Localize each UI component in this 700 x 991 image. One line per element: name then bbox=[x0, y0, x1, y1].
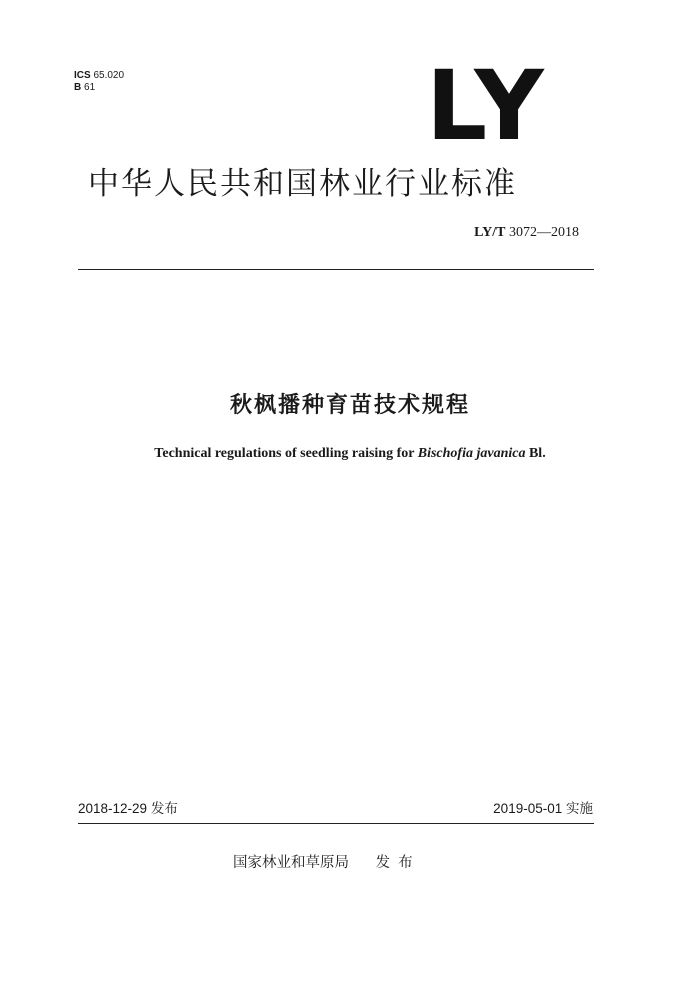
standard-number bbox=[474, 224, 579, 242]
standard-number-value: 3072—2018 bbox=[509, 225, 579, 240]
classification-codes bbox=[74, 70, 124, 94]
document-english-title bbox=[0, 444, 700, 464]
issue-date bbox=[78, 800, 178, 818]
ccs-code-line bbox=[74, 82, 124, 94]
ccs-value: 61 bbox=[84, 82, 96, 93]
ics-value: 65.020 bbox=[93, 70, 125, 81]
issue-date-label: 发布 bbox=[150, 801, 178, 816]
ics-code-line bbox=[74, 70, 124, 82]
issue-date-value: 2018-12-29 bbox=[78, 801, 148, 816]
bottom-divider bbox=[78, 823, 594, 824]
ics-label: ICS bbox=[74, 70, 91, 81]
issuer-release-label: 发布 bbox=[375, 855, 421, 871]
species-author: Bl. bbox=[525, 446, 546, 461]
ccs-label: B bbox=[74, 82, 82, 93]
standard-title: 中华人民共和国林业行业标准 bbox=[88, 166, 517, 202]
implementation-date-value: 2019-05-01 bbox=[493, 801, 563, 816]
issuer-name: 国家林业和草原局 bbox=[233, 855, 349, 871]
standard-number-prefix: LY/T bbox=[474, 225, 506, 240]
english-title-text: Technical regulations of seedling raising for bbox=[154, 446, 418, 461]
top-divider bbox=[78, 269, 594, 270]
implementation-date bbox=[493, 800, 593, 818]
issuing-authority bbox=[233, 853, 421, 873]
ly-logo: LY bbox=[426, 50, 546, 162]
implementation-date-label: 实施 bbox=[566, 801, 593, 816]
document-title: 秋枫播种育苗技术规程 bbox=[229, 393, 470, 418]
species-name: Bischofia javanica bbox=[417, 446, 526, 461]
